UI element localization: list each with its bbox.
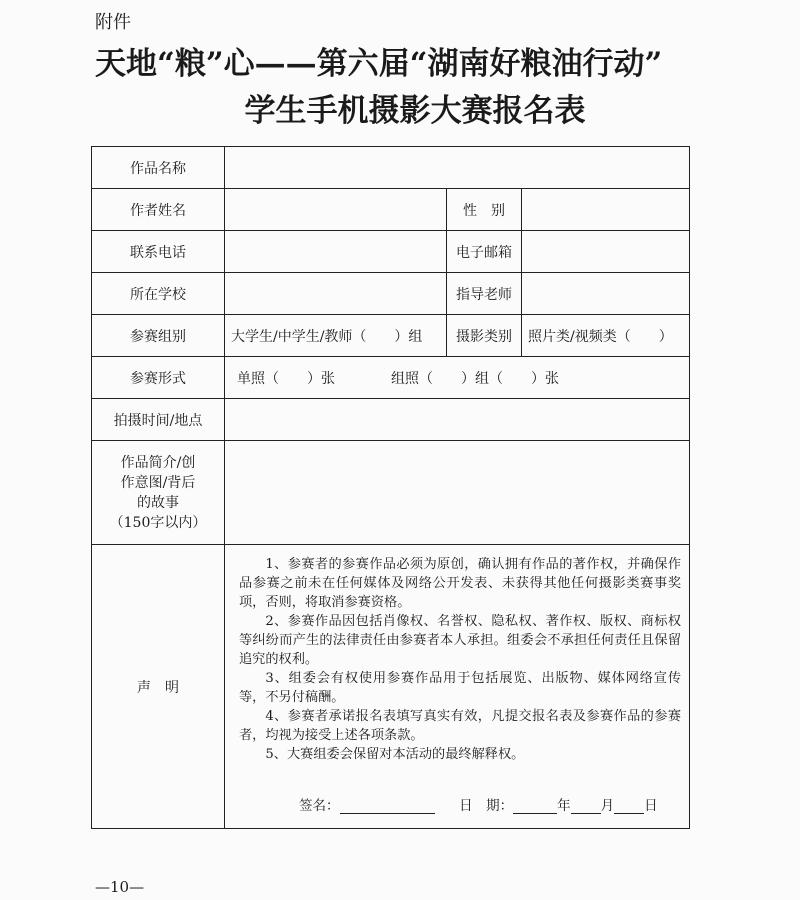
intro-label-line: 的故事 xyxy=(137,494,179,511)
page-title: 天地“粮”心——第六届“湖南好粮油行动” xyxy=(95,46,663,82)
declaration-item: 5、大赛组委会保留对本活动的最终解释权。 xyxy=(265,747,525,762)
email-label: 电子邮箱 xyxy=(447,231,522,273)
gender-field[interactable] xyxy=(522,189,690,231)
phone-field[interactable] xyxy=(225,231,447,273)
intro-label-line: （150字以内） xyxy=(109,514,207,531)
year-field[interactable] xyxy=(513,799,557,814)
table-row xyxy=(92,441,690,545)
declaration-text xyxy=(239,555,681,764)
group-field[interactable]: 大学生/中学生/教师（ ）组 xyxy=(225,315,447,357)
day-field[interactable] xyxy=(614,799,644,814)
declaration-content xyxy=(225,545,690,829)
entry-form-field[interactable]: 单照（ ）张 组照（ ）组（ ）张 xyxy=(225,357,690,399)
work-name-label: 作品名称 xyxy=(92,147,225,189)
registration-form-table xyxy=(91,146,690,829)
intro-label-line: 作品简介/创 xyxy=(120,454,196,471)
table-row xyxy=(92,231,690,273)
time-place-label: 拍摄时间/地点 xyxy=(92,399,225,441)
gender-label: 性 别 xyxy=(447,189,522,231)
school-label: 所在学校 xyxy=(92,273,225,315)
intro-label xyxy=(92,441,225,545)
phone-label: 联系电话 xyxy=(92,231,225,273)
page-subtitle: 学生手机摄影大赛报名表 xyxy=(244,93,586,129)
entry-form-label: 参赛形式 xyxy=(92,357,225,399)
table-row xyxy=(92,147,690,189)
declaration-item: 2、参赛作品因包括肖像权、名誉权、隐私权、著作权、版权、商标权等纠纷而产生的法律责任由参赛者本人承担。组委会不承担任何责任且保留追究的权利。 xyxy=(239,614,682,667)
signature-line xyxy=(239,794,681,814)
school-field[interactable] xyxy=(225,273,447,315)
declaration-item: 1、参赛者的参赛作品必须为原创，确认拥有作品的著作权，并确保作品参赛之前未在任何媒体及网络公开发表、未获得其他任何摄影类赛事奖项，否则，将取消参赛资格。 xyxy=(239,557,682,610)
photo-category-label: 摄影类别 xyxy=(447,315,522,357)
attachment-label: 附件 xyxy=(95,12,131,33)
declaration-item: 4、参赛者承诺报名表填写真实有效，凡提交报名表及参赛作品的参赛者，均视为接受上述各项条款。 xyxy=(239,709,682,743)
intro-field[interactable] xyxy=(225,441,690,545)
group-label: 参赛组别 xyxy=(92,315,225,357)
time-place-field[interactable] xyxy=(225,399,690,441)
page-number: —10— xyxy=(95,878,145,896)
declaration-item: 3、组委会有权使用参赛作品用于包括展览、出版物、媒体网络宣传等，不另付稿酬。 xyxy=(239,671,682,705)
table-row xyxy=(92,357,690,399)
year-label: 年 xyxy=(557,798,571,814)
author-name-label: 作者姓名 xyxy=(92,189,225,231)
table-row xyxy=(92,189,690,231)
table-row xyxy=(92,273,690,315)
table-row xyxy=(92,399,690,441)
signature-label: 签名： xyxy=(299,798,340,814)
email-field[interactable] xyxy=(522,231,690,273)
author-name-field[interactable] xyxy=(225,189,447,231)
table-row xyxy=(92,545,690,829)
photo-category-field[interactable]: 照片类/视频类（ ） xyxy=(522,315,690,357)
teacher-label: 指导老师 xyxy=(447,273,522,315)
day-label: 日 xyxy=(644,798,658,814)
intro-label-line: 作意图/背后 xyxy=(120,474,196,491)
declaration-label: 声 明 xyxy=(92,545,225,829)
table-row xyxy=(92,315,690,357)
signature-field[interactable] xyxy=(340,799,435,814)
month-label: 月 xyxy=(600,798,615,814)
work-name-field[interactable] xyxy=(225,147,690,189)
teacher-field[interactable] xyxy=(522,273,690,315)
month-field[interactable] xyxy=(571,799,601,814)
date-label: 日 期： xyxy=(459,798,514,814)
